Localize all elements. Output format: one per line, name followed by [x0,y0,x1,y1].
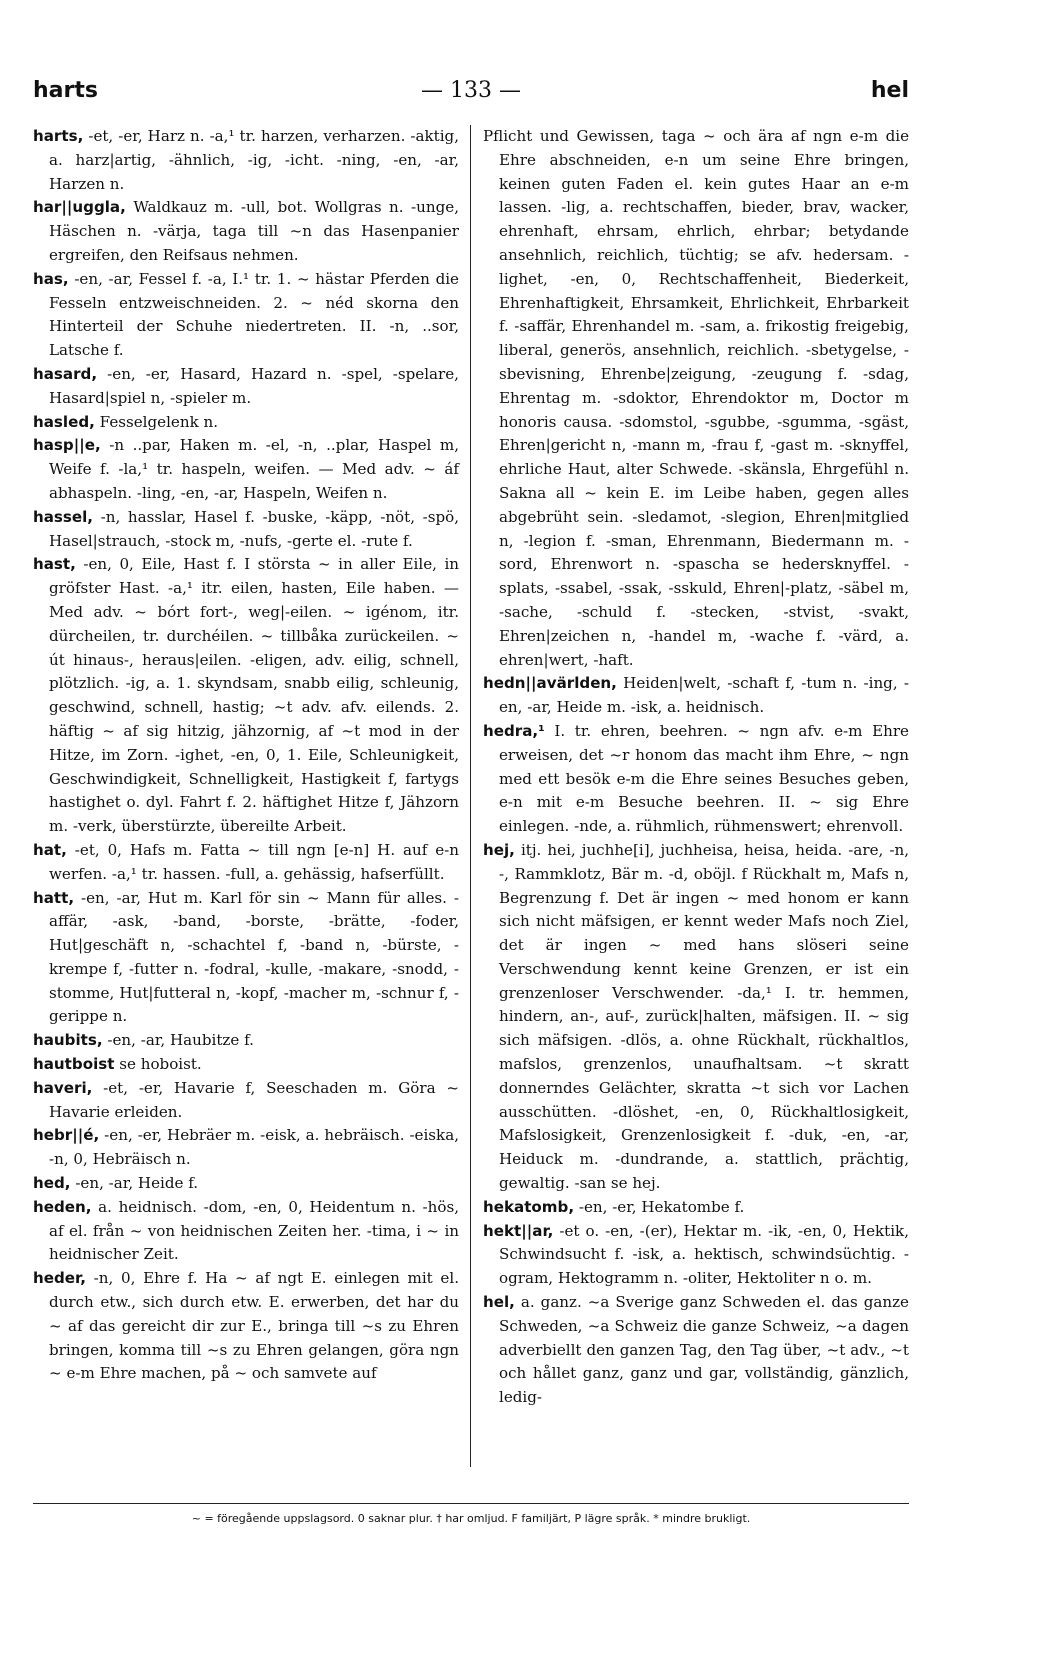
entry-headword: hatt, [33,888,75,907]
entry-text: -et, -er, Harz n. -a,¹ tr. harzen, verharzen. -aktig, a. harz|artig, -ähnlich, -ig, -icht. -ning, -en, -ar, Harzen n. [49,127,459,193]
entry-text: itj. hei, juchhe[i], juchheisa, heisa, heida. -are, -n, -, Rammklotz, Bär m. -d, oböjl. f Rückhalt m, Mafs n, Begrenzung f. Det är ingen ~ med honom er kann sich nicht mäfsigen, er kennt weder Mafs noch Ziel, det är ingen ~ med hans slöseri seine Verschwendung kennt keine Grenzen, er ist ein grenzenloser Verschwender. -da,¹ I. tr. hemmen, hindern, an-, auf-, zurück|halten, mäfsigen. II. ~ sig sich mäfsigen. -dlös, a. ohne Rückhalt, rückhaltlos, mafslos, grenzenlos, unaufhaltsam. ~t skratt donnerndes Gelächter, skratta ~t sich vor Lachen ausschütten. -dlöshet, -en, 0, Rückhaltlosigkeit, Mafslosigkeit, Grenzenlosigkeit f. -duk, -en, -ar, Heiduck m. -dundrande, a. stattlich, prächtig, gewaltig. -san se hej. [499,840,909,1193]
entry-headword: hast, [33,555,76,574]
entry-text: -en, -er, Hasard, Hazard n. -spel, -spelare, Hasard|spiel n, -spieler m. [49,364,459,407]
entry-headword: haubits, [33,1031,103,1050]
entry-text: -en, -er, Hekatombe f. [574,1197,745,1216]
entry-text: Pflicht und Gewissen, taga ~ och ära af ngn e-m die Ehre abschneiden, e-n um seine Ehre bringen, keinen guten Faden el. kein gutes Haar an e-m lassen. -lig, a. rechtschaffen, bieder, brav, wacker, ehrenhaft, ehrsam, ehrlich, ehrbar; betydande ansehnlich, reichlich, tüchtig; se afv. hedersam. -lighet, -en, 0, Rechtschaffenheit, Biederkeit, Ehrenhaftigkeit, Ehrsamkeit, Ehrlichkeit, Ehrbarkeit f. -saffär, Ehrenhandel m. -sam, a. frikostig freigebig, liberal, generös, ansehnlich, reichlich. -sbetygelse, -sbevisning, Ehrenbe|zeigung, -zeugung f. -sdag, Ehrentag m. -sdoktor, Ehrendoktor m, Doctor m honoris causa. -sdomstol, -sgubbe, -sgumma, -sgäst, Ehren|gericht n, -mann m, -frau f, -gast m. -sknyffel, ehrliche Haut, alter Schwede. -skänsla, Ehrgefühl n. Sakna all ~ kein E. im Leibe haben, gegen alles abgebrüht sein. -sledamot, -slegion, Ehren|mitglied n, -legion f. -sman, Ehrenmann, Biedermann m. -sord, Ehrenwort n. -spascha se hedersknyffel. -splats, -ssabel, -ssak, -sskuld, Ehren|-platz, -säbel m, -sache, -schuld f. -stecken, -stvist, -svakt, Ehren|zeichen n, -handel m, -wache f. -värd, a. ehren|wert, -haft. [483,127,909,669]
footer-legend: ~ = föregående uppslagsord. 0 saknar plur. † har omljud. F familjärt, P lägre språk. * mindre brukligt. [191,1512,751,1525]
column-divider [470,125,471,1467]
entry-headword: hebr||é, [33,1126,100,1145]
entry-text: -en, -ar, Haubitze f. [102,1031,254,1050]
dictionary-entry [483,720,909,839]
entry-headword: har||uggla, [33,198,126,217]
entry-text: a. ganz. ~a Sverige ganz Schweden el. das ganze Schweden, ~a Schweiz die ganze Schweiz, ~a dagen adverbiellt den ganzen Tag, den Tag über, ~t adv., ~t och hållet ganz, ganz und gar, vollständig, gänzlich, ledig- [499,1293,909,1407]
dictionary-entry [33,553,459,839]
entry-text: -en, -ar, Hut m. Karl för sin ~ Mann für alles. -affär, -ask, -band, -borste, -brätte, -foder, Hut|geschäft n, -schachtel f, -band n, -bürste, -krempe f, -futter n. -fodral, -kulle, -makare, -snodd, -stomme, Hut|futteral n, -kopf, -macher m, -schnur f, -gerippe n. [49,888,459,1026]
footer-rule [33,1503,909,1504]
dictionary-entry [33,1029,459,1053]
dictionary-entry [33,1124,459,1172]
entry-headword: hel, [483,1293,515,1312]
entry-text: -n, hasslar, Hasel f. -buske, -käpp, -nöt, -spö, Hasel|strauch, -stock m, -nufs, -gerte el. -rute f. [49,507,459,550]
entry-text: -n, 0, Ehre f. Ha ~ af ngt E. einlegen mit el. durch etw., sich durch etw. E. erwerben, det har du ~ af das gereicht dir zur E., bringa till ~s zu Ehren bringen, komma till ~s zu Ehren gelangen, göra ngn ~ e-m Ehre machen, på ~ och samvete auf [49,1269,459,1383]
entry-headword: has, [33,269,69,288]
page-number: — 133 — [421,78,521,103]
dictionary-entry [33,125,459,196]
right-column [483,125,909,1410]
entry-headword: heden, [33,1197,92,1216]
dictionary-entry [483,125,909,672]
dictionary-entry [483,672,909,720]
entry-text: -en, 0, Eile, Hast f. I största ~ in aller Eile, in gröfster Hast. -a,¹ itr. eilen, hasten, Eile haben. — Med adv. ~ bórt fort-, weg|-eilen. ~ igénom, itr. dürcheilen, tr. durchéilen. ~ tillbåka zurückeilen. ~ út hinaus-, heraus|eilen. -eligen, adv. eilig, schnell, plötzlich. -ig, a. 1. skyndsam, snabb eilig, schleunig, geschwind, schnell, hastig; ~t adv. afv. eilends. 2. häftig ~ af sig hitzig, jähzornig, af ~t mod in der Hitze, im Zorn. -ighet, -en, 0, 1. Eile, Schleunigkeit, Geschwindigkeit, Schnelligkeit, Hastigkeit f, fartygs hastighet o. dyl. Fahrt f. 2. häftighet Hitze f, Jähzorn m. -verk, überstürzte, übereilte Arbeit. [49,555,459,836]
entry-headword: heder, [33,1269,86,1288]
entry-headword: hasp||e, [33,436,101,455]
dictionary-entry [33,506,459,554]
entry-headword: haveri, [33,1078,93,1097]
entry-headword: hautboist [33,1055,115,1074]
dictionary-entry [33,434,459,505]
entry-text: -et, -er, Havarie f, Seeschaden m. Göra ~ Havarie erleiden. [49,1078,459,1121]
left-column [33,125,459,1386]
entry-text: se hoboist. [114,1055,202,1074]
dictionary-entry [33,1053,459,1077]
dictionary-entry [483,839,909,1196]
dictionary-entry [33,1267,459,1386]
entry-headword: hedra,¹ [483,721,545,740]
entry-text: Waldkauz m. -ull, bot. Wollgras n. -unge, Häschen n. -värja, taga till ~n das Hasenpanier ergreifen, den Reifsaus nehmen. [49,198,459,264]
entry-headword: hedn||avärlden, [483,674,617,693]
dictionary-entry [33,1196,459,1267]
dictionary-entry [33,268,459,363]
entry-headword: harts, [33,127,84,145]
left-running-headword: harts [33,78,98,103]
entry-text: a. heidnisch. -dom, -en, 0, Heidentum n. -hös, af el. från ~ von heidnischen Zeiten her. -tima, i ~ in heidnischer Zeit. [49,1197,459,1264]
dictionary-entry [33,411,459,435]
dictionary-entry [33,363,459,411]
dictionary-entry [483,1220,909,1291]
entry-text: -et, 0, Hafs m. Fatta ~ till ngn [e-n] H. auf e-n werfen. -a,¹ tr. hassen. -full, a. gehässig, hafserfüllt. [49,840,459,883]
dictionary-entry [33,839,459,887]
entry-headword: hat, [33,840,67,859]
entry-text: -en, -ar, Heide f. [70,1174,199,1193]
entry-headword: hasled, [33,412,95,431]
entry-headword: hej, [483,840,515,859]
entry-headword: hasard, [33,364,98,383]
entry-headword: hed, [33,1174,71,1193]
dictionary-entry [33,887,459,1030]
right-running-headword: hel [870,78,909,103]
dictionary-entry [483,1196,909,1220]
entry-headword: hekt||ar, [483,1221,554,1240]
entry-headword: hassel, [33,507,94,526]
dictionary-entry [33,1172,459,1196]
entry-text: Heiden|welt, -schaft f, -tum n. -ing, -en, -ar, Heide m. -isk, a. heidnisch. [499,674,909,717]
page-header [33,78,909,108]
entry-text: -n ..par, Haken m. -el, -n, ..plar, Haspel m, Weife f. -la,¹ tr. haspeln, weifen. — Med adv. ~ áf abhaspeln. -ling, -en, -ar, Haspeln, Weifen n. [49,436,459,502]
dictionary-entry [33,196,459,267]
entry-headword: hekatomb, [483,1197,575,1216]
entry-text: -en, -ar, Fessel f. -a, I.¹ tr. 1. ~ hästar Pferden die Fesseln entzweischneiden. 2. ~ néd skorna den Hinterteil der Schuhe niedertreten. II. -n, ..sor, Latsche f. [49,269,459,360]
dictionary-entry [33,1077,459,1125]
entry-text: Fesselgelenk n. [94,412,219,431]
entry-text: -en, -er, Hebräer m. -eisk, a. hebräisch. -eiska, -n, 0, Hebräisch n. [49,1126,459,1169]
dictionary-entry [483,1291,909,1410]
entry-text: -et o. -en, -(er), Hektar m. -ik, -en, 0, Hektik, Schwindsucht f. -isk, a. hektisch, schwindsüchtig. -ogram, Hektogramm n. -oliter, Hektoliter n o. m. [499,1221,909,1288]
entry-text: I. tr. ehren, beehren. ~ ngn afv. e-m Ehre erweisen, det ~r honom das macht ihm Ehre, ~ ngn med ett besök e-m die Ehre seines Besuches geben, e-n mit e-m Besuche beehren. II. ~ sig Ehre einlegen. -nde, a. rühmlich, rühmenswert; ehrenvoll. [499,721,909,836]
